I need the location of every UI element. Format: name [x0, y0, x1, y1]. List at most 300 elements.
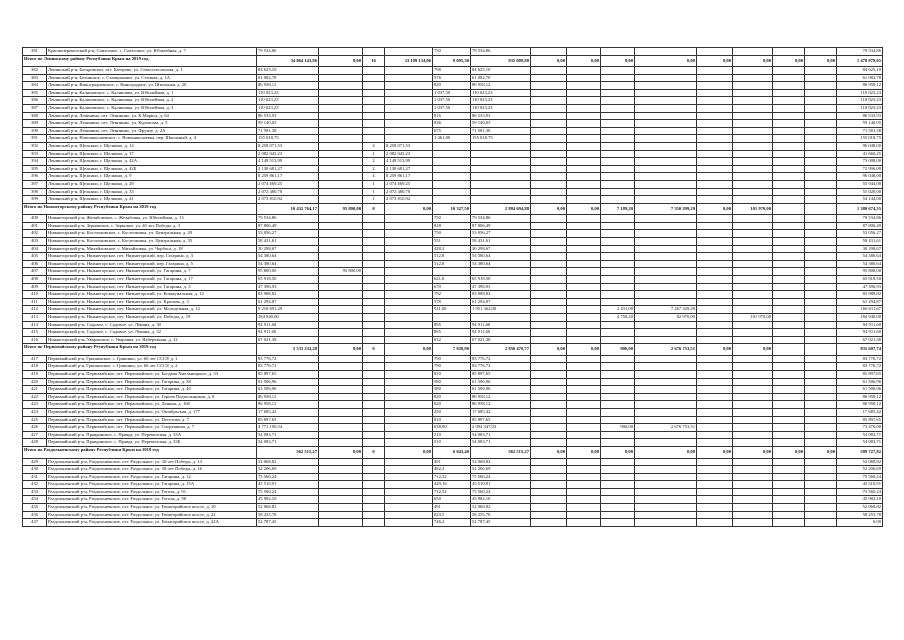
cell-c12: [697, 230, 733, 238]
total-cell-c13: 0,00: [733, 55, 773, 67]
cell-c15: [805, 519, 837, 527]
cell-c15: [805, 245, 837, 253]
cell-c7: 52 068,82: [471, 458, 531, 466]
cell-c12: [697, 355, 733, 363]
cell-c12: [697, 473, 733, 481]
table-row: [23, 135, 883, 143]
cell-c14: [773, 378, 805, 386]
cell-c14: [773, 291, 805, 299]
cell-c10: [601, 336, 635, 344]
cell-c6: 810: [433, 371, 471, 379]
cell-c12: [697, 336, 733, 344]
cell-c9: [567, 481, 601, 489]
cell-c9: [567, 127, 601, 135]
cell-c11: [635, 511, 697, 519]
district-total-row: [23, 447, 883, 459]
row-number: 423: [23, 401, 47, 409]
total-cell-c4: 0: [363, 447, 385, 459]
cell-c5: [385, 355, 433, 363]
cell-total: 86 958,12: [257, 393, 319, 401]
cell-c13: [733, 298, 773, 306]
cell-c11: [635, 431, 697, 439]
cell-c10: [601, 378, 635, 386]
cell-c15: [805, 511, 837, 519]
cell-c9: [567, 424, 601, 432]
cell-c7: 52 206,69: [471, 466, 531, 474]
cell-c7: 30 298,67: [471, 245, 531, 253]
cell-total: 86 533,93: [257, 112, 319, 120]
cell-c5: 2 082 045,23: [385, 150, 433, 158]
address-cell: Первомайский р-н, Первомайское, пгт. Первомайское, ул. Ленина, д. 168: [47, 401, 257, 409]
cell-c12: [697, 519, 733, 527]
cell-c6: 491: [433, 504, 471, 512]
cell-c12: [697, 253, 733, 261]
total-cell-c12: 0,00: [697, 55, 733, 67]
cell-c13: [733, 439, 773, 447]
cell-c10: [601, 458, 635, 466]
cell-c4: 1: [363, 181, 385, 189]
cell-c4: [363, 409, 385, 417]
address-cell: Первомайский р-н, Первомайское, пгт. Первомайское, ул. Гагарина, д. 40: [47, 386, 257, 394]
cell-c10: 2 431,00: [601, 306, 635, 314]
address-cell: Раздольненский р-н, Раздольненское, пгт. Раздольное, ул. Гагарина, д. 12: [47, 473, 257, 481]
cell-c6: 712,52: [433, 473, 471, 481]
cell-c9: [567, 230, 601, 238]
cell-c5: [385, 245, 433, 253]
cell-c13: [733, 260, 773, 268]
cell-c6: 1 037,50: [433, 105, 471, 113]
cell-c6: 746,2: [433, 519, 471, 527]
total-cell-c6: 6 043,40: [433, 447, 471, 459]
table-row: [23, 260, 883, 268]
cell-c13: [733, 481, 773, 489]
cell-c11: [635, 181, 697, 189]
cell-c3: [319, 196, 363, 204]
address-cell: Ленинский р-н, Ленинино, пгт. Ленинино, ул. К.Маркса, д. 64: [47, 112, 257, 120]
cell-c7: [471, 143, 531, 151]
cell-c16: 55 020,00: [837, 188, 883, 196]
cell-c4: [363, 496, 385, 504]
total-cell-c4: 0: [363, 344, 385, 356]
address-cell: Нижнегорский р-н, Нижнегорское, пгт. Нижнегорский, ул. Гагарина, д. 17: [47, 276, 257, 284]
cell-c10: [601, 519, 635, 527]
cell-c7: 86 958,12: [471, 401, 531, 409]
cell-c11: [635, 165, 697, 173]
cell-c6: 638,90: [433, 424, 471, 432]
cell-c9: [567, 496, 601, 504]
address-cell: Раздольненский р-н, Раздольненское, пгт. Раздольное, ул. 30-лет Победы, д. 16: [47, 466, 257, 474]
cell-c3: [319, 363, 363, 371]
address-cell: Раздольненский р-н, Раздольненское, пгт. Раздольное, ул. 30-лет Победы, д. 13: [47, 458, 257, 466]
cell-c10: [601, 260, 635, 268]
cell-c7: [471, 196, 531, 204]
cell-c14: [773, 112, 805, 120]
row-number: 389: [23, 120, 47, 128]
cell-c8: [531, 386, 567, 394]
cell-c13: [733, 165, 773, 173]
cell-c9: [567, 306, 601, 314]
cell-c10: [601, 268, 635, 276]
cell-c5: [385, 120, 433, 128]
cell-c8: [531, 135, 567, 143]
cell-c3: [319, 424, 363, 432]
table-row: [23, 143, 883, 151]
cell-c10: 4 758,20: [601, 314, 635, 322]
table-row: [23, 82, 883, 90]
cell-c15: [805, 504, 837, 512]
cell-c14: [773, 504, 805, 512]
total-cell-c15: 0,00: [805, 55, 837, 67]
cell-c13: [733, 466, 773, 474]
cell-c7: 83 776,72: [471, 355, 531, 363]
table-row: [23, 97, 883, 105]
cell-c5: [385, 291, 433, 299]
cell-c14: [773, 105, 805, 113]
cell-c9: [567, 378, 601, 386]
cell-c16: 67 021,38: [837, 336, 883, 344]
cell-total: 83 776,72: [257, 355, 319, 363]
cell-c6: 670: [433, 283, 471, 291]
address-cell: Нижнегорский р-н, Зерновское, с. Зерновое, ул. 40 лет Победы, д. 3: [47, 222, 257, 230]
cell-c16: 110 023,23: [837, 97, 883, 105]
cell-c3: [319, 473, 363, 481]
cell-c12: [697, 222, 733, 230]
cell-c16: 85 897,65: [837, 371, 883, 379]
cell-c6: 895: [433, 329, 471, 337]
document-sheet: [22, 47, 882, 527]
cell-c7: [471, 150, 531, 158]
cell-c13: [733, 416, 773, 424]
cell-c16: 59 140,05: [837, 120, 883, 128]
cell-c9: [567, 336, 601, 344]
total-cell-total: 5 533 232,28: [257, 344, 319, 356]
cell-c7: 58 255,78: [471, 511, 531, 519]
cell-c6: 428,3: [433, 245, 471, 253]
total-cell-c6: 7 928,90: [433, 344, 471, 356]
cell-c14: [773, 363, 805, 371]
cell-c10: [601, 291, 635, 299]
row-number: 413: [23, 314, 47, 322]
total-cell-c4: 16: [363, 55, 385, 67]
table-row: [23, 238, 883, 246]
table-row: [23, 74, 883, 82]
cell-c11: [635, 48, 697, 56]
cell-c9: [567, 291, 601, 299]
cell-c15: [805, 253, 837, 261]
address-cell: Ленинский р-н, Новониколаевское, с. Новониколаевка, пер. Школьный, д. 4: [47, 135, 257, 143]
total-cell-c7: 562 515,27: [471, 447, 531, 459]
cell-c9: [567, 158, 601, 166]
row-number: 390: [23, 127, 47, 135]
cell-c3: [319, 120, 363, 128]
cell-c8: [531, 473, 567, 481]
cell-c6: 790: [433, 355, 471, 363]
cell-c3: [319, 431, 363, 439]
row-number: 403: [23, 238, 47, 246]
cell-c15: [805, 329, 837, 337]
cell-c10: [601, 439, 635, 447]
cell-c5: [385, 371, 433, 379]
cell-c12: [697, 488, 733, 496]
table-row: [23, 481, 883, 489]
cell-c13: [733, 306, 773, 314]
cell-c12: [697, 97, 733, 105]
cell-c11: [635, 401, 697, 409]
row-number: 418: [23, 363, 47, 371]
cell-c10: [601, 112, 635, 120]
cell-c5: [385, 74, 433, 82]
cell-c13: [733, 371, 773, 379]
address-cell: Первомайский р-н, Правдинское, с. Правда, ул. Перекопская, д. 33А: [47, 431, 257, 439]
cell-c3: [319, 245, 363, 253]
cell-c4: [363, 67, 385, 75]
cell-c9: [567, 97, 601, 105]
cell-c4: [363, 314, 385, 322]
row-number: 406: [23, 260, 47, 268]
cell-c12: [697, 215, 733, 223]
total-cell-c13: 101 970,00: [733, 203, 773, 215]
cell-c13: [733, 67, 773, 75]
table-row: [23, 519, 883, 527]
total-cell-c10: 0,00: [601, 447, 635, 459]
cell-total: 30 298,67: [257, 245, 319, 253]
cell-c8: [531, 298, 567, 306]
cell-c12: [697, 150, 733, 158]
cell-c10: [601, 393, 635, 401]
row-number: 402: [23, 230, 47, 238]
row-number: 435: [23, 504, 47, 512]
cell-c5: [385, 135, 433, 143]
cell-c8: [531, 329, 567, 337]
total-cell-c6: 9 095,30: [433, 55, 471, 67]
cell-c3: [319, 82, 363, 90]
cell-total: 85 897,65: [257, 371, 319, 379]
cell-c4: [363, 260, 385, 268]
cell-c12: [697, 496, 733, 504]
total-cell-c16: 1 478 978,05: [837, 55, 883, 67]
cell-c11: [635, 74, 697, 82]
cell-c16: 86 958,12: [837, 393, 883, 401]
cell-c11: [635, 386, 697, 394]
row-number: 394: [23, 158, 47, 166]
cell-c4: [363, 74, 385, 82]
table-row: [23, 127, 883, 135]
total-cell-c14: [773, 344, 805, 356]
cell-c12: [697, 371, 733, 379]
row-number: 393: [23, 150, 47, 158]
cell-c3: 95 800,00: [319, 268, 363, 276]
cell-c5: [385, 473, 433, 481]
cell-c12: [697, 181, 733, 189]
cell-c6: 1 037,50: [433, 89, 471, 97]
cell-c11: [635, 363, 697, 371]
cell-c6: 675: [433, 127, 471, 135]
cell-c9: [567, 82, 601, 90]
cell-c15: [805, 363, 837, 371]
cell-c3: [319, 496, 363, 504]
cell-c5: [385, 127, 433, 135]
cell-c16: 83 776,72: [837, 363, 883, 371]
row-number: 432: [23, 481, 47, 489]
cell-c7: 58 431,61: [471, 238, 531, 246]
cell-c6: 1 461,80: [433, 135, 471, 143]
cell-c13: [733, 386, 773, 394]
cell-c15: [805, 386, 837, 394]
cell-c12: [697, 245, 733, 253]
cell-total: 94 911,60: [257, 321, 319, 329]
cell-c3: [319, 291, 363, 299]
cell-c5: [385, 393, 433, 401]
cell-c7: 52 787,45: [471, 519, 531, 527]
cell-c14: [773, 431, 805, 439]
total-cell-c3: 0,00: [319, 344, 363, 356]
cell-c8: [531, 458, 567, 466]
cell-c8: [531, 363, 567, 371]
address-cell: Нижнегорский р-н, Садовое, с. Садовое, ул. Ленина, д. 32: [47, 329, 257, 337]
cell-c3: [319, 112, 363, 120]
cell-c11: [635, 253, 697, 261]
cell-c14: [773, 458, 805, 466]
cell-c9: [567, 67, 601, 75]
cell-c4: [363, 82, 385, 90]
cell-c10: [601, 238, 635, 246]
cell-c9: [567, 393, 601, 401]
cell-c15: [805, 74, 837, 82]
table-row: [23, 245, 883, 253]
total-cell-c14: 0,00: [773, 447, 805, 459]
cell-c16: 53 056,27: [837, 230, 883, 238]
cell-c6: 712,52: [433, 488, 471, 496]
cell-c5: [385, 504, 433, 512]
cell-c4: [363, 355, 385, 363]
address-cell: Первомайский р-н, Первомайское, пгт. Первомайское, ул. Октябрьская, д. 177: [47, 409, 257, 417]
cell-c9: [567, 245, 601, 253]
total-cell-c13: 0,00: [733, 447, 773, 459]
cell-total: 58 255,78: [257, 511, 319, 519]
cell-c6: 650: [433, 496, 471, 504]
cell-c5: [385, 97, 433, 105]
cell-c10: [601, 511, 635, 519]
cell-total: 9 218 691,29: [257, 306, 319, 314]
cell-c6: [433, 268, 471, 276]
row-number: 381: [23, 48, 47, 56]
cell-c11: [635, 120, 697, 128]
cell-c12: [697, 238, 733, 246]
cell-c3: [319, 97, 363, 105]
cell-c16: 79 534,86: [837, 48, 883, 56]
cell-c8: [531, 355, 567, 363]
cell-c12: [697, 439, 733, 447]
cell-c15: [805, 416, 837, 424]
cell-c6: 816: [433, 112, 471, 120]
cell-c11: [635, 298, 697, 306]
cell-c8: [531, 306, 567, 314]
cell-c4: [363, 89, 385, 97]
cell-c11: [635, 439, 697, 447]
cell-c8: [531, 393, 567, 401]
cell-c5: [385, 238, 433, 246]
address-cell: Нижнегорский р-н, Нижнегорское, пгт. Нижнегорский, ул. Гагарина, д. 3: [47, 283, 257, 291]
cell-c12: [697, 386, 733, 394]
cell-c5: 8 259 861,17: [385, 173, 433, 181]
cell-c15: [805, 143, 837, 151]
address-cell: Нижнегорский р-н, Нижнегорское, пгт. Нижнегорский, ул. Коммунальная, д. 12: [47, 291, 257, 299]
row-number: 419: [23, 371, 47, 379]
cell-c13: [733, 158, 773, 166]
cell-c3: [319, 355, 363, 363]
cell-c10: [601, 371, 635, 379]
cell-c6: [433, 314, 471, 322]
cell-c14: [773, 173, 805, 181]
cell-c9: [567, 188, 601, 196]
total-cell-c10: 7 189,20: [601, 203, 635, 215]
cell-c10: [601, 298, 635, 306]
total-cell-c3: 0,00: [319, 447, 363, 459]
cell-c10: [601, 215, 635, 223]
cell-c10: [601, 363, 635, 371]
cell-c6: 790: [433, 363, 471, 371]
cell-c15: [805, 127, 837, 135]
cell-c10: [601, 181, 635, 189]
cell-c9: [567, 439, 601, 447]
cell-c8: [531, 222, 567, 230]
cell-c9: [567, 196, 601, 204]
cell-c9: [567, 416, 601, 424]
cell-c10: [601, 253, 635, 261]
cell-c13: [733, 181, 773, 189]
cell-c7: 110 023,23: [471, 97, 531, 105]
row-number: 408: [23, 276, 47, 284]
cell-c4: [363, 291, 385, 299]
cell-c15: [805, 120, 837, 128]
table-row: [23, 222, 883, 230]
table-row: [23, 268, 883, 276]
cell-c9: [567, 48, 601, 56]
row-number: 383: [23, 74, 47, 82]
cell-total: 61 294,87: [257, 298, 319, 306]
cell-c14: [773, 329, 805, 337]
cell-total: 8 259 861,17: [257, 173, 319, 181]
cell-c5: [385, 511, 433, 519]
cell-c13: [733, 112, 773, 120]
row-number: 424: [23, 409, 47, 417]
cell-c6: [433, 150, 471, 158]
table-row: [23, 314, 883, 322]
cell-total: 61 506,96: [257, 386, 319, 394]
cell-total: 17 685,42: [257, 409, 319, 417]
cell-c3: [319, 173, 363, 181]
cell-total: 4 149 513,99: [257, 158, 319, 166]
address-cell: Нижнегорский р-н, Нижнегорское, пгт. Нижнегорский, ул. Красная, д. 3: [47, 298, 257, 306]
address-cell: Ленинский р-н, Калиновское, с. Калиновка, ул. Юбилейная, д. 2: [47, 97, 257, 105]
cell-c4: 4: [363, 143, 385, 151]
cell-c16: 73 008,00: [837, 158, 883, 166]
row-number: 437: [23, 519, 47, 527]
total-cell-c7: 935 009,80: [471, 55, 531, 67]
cell-c4: [363, 112, 385, 120]
cell-c7: 53 056,27: [471, 230, 531, 238]
cell-total: 85 897,65: [257, 416, 319, 424]
cell-c9: [567, 298, 601, 306]
cell-c6: 750: [433, 215, 471, 223]
district-total-label: Итого по Раздольненскому району Республики Крым на 2019 год: [23, 447, 257, 459]
total-cell-c12: 0,00: [697, 203, 733, 215]
cell-c7: 94 911,60: [471, 321, 531, 329]
cell-c9: [567, 401, 601, 409]
cell-c16: 0,00: [837, 519, 883, 527]
cell-c15: [805, 298, 837, 306]
cell-c9: [567, 276, 601, 284]
